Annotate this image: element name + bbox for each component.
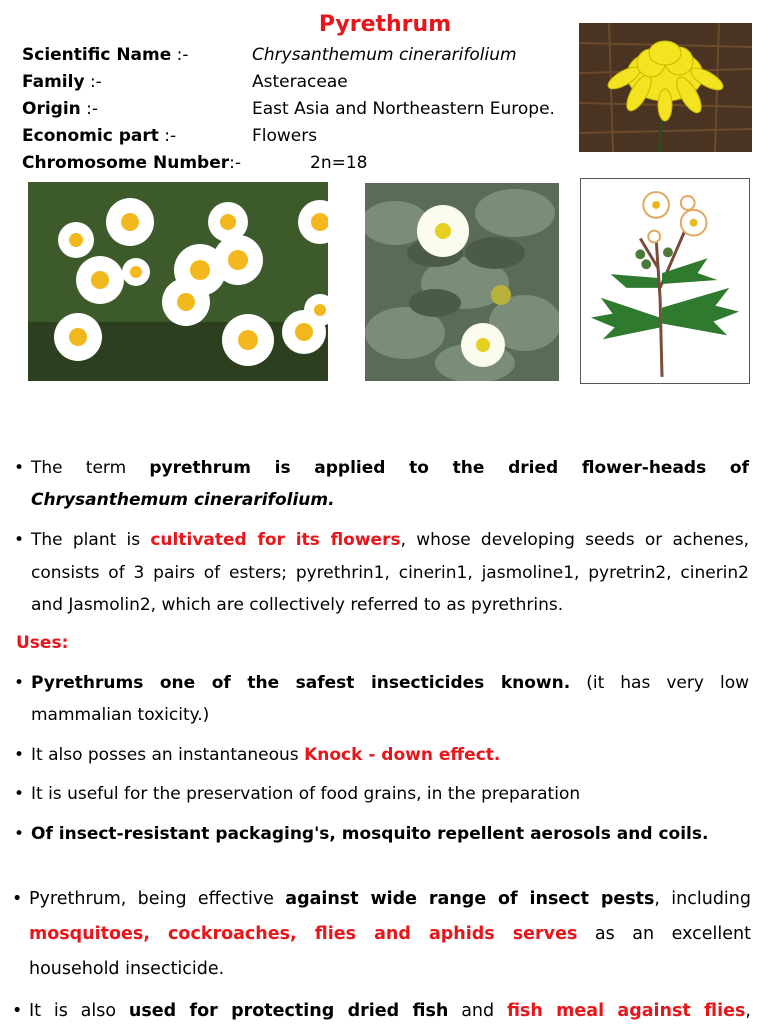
origin-row <box>22 96 98 123</box>
pyrethrum-plant-photo <box>365 183 559 381</box>
economic-part-row <box>22 123 176 150</box>
bullet-term-italic: Chrysanthemum cinerarifolium. <box>31 489 335 510</box>
uses-heading: Uses: <box>16 632 69 653</box>
bullet-safest-post: (it has very low mammalian toxicity.) <box>31 672 749 725</box>
yellow-chrysanthemum-photo <box>579 23 752 152</box>
family-row <box>22 69 102 96</box>
origin-sep: :- <box>80 99 99 119</box>
bullet-household-post: as an excellent household insecticide. <box>29 924 751 979</box>
bullet-term <box>14 452 749 485</box>
botanical-illustration <box>580 178 750 384</box>
bullet-term-pre: The term <box>31 458 150 478</box>
economic-part-sep: :- <box>158 126 177 146</box>
bullet-dried-fish-bold: used for protecting dried fish <box>128 1001 449 1021</box>
bullet-term-continuation <box>14 484 749 517</box>
bullet-household-mid: , including <box>654 889 751 909</box>
bullet-household-pre: Pyrethrum, being effective <box>29 889 286 909</box>
page-title: Pyrethrum <box>318 12 452 37</box>
household-section <box>12 882 751 1029</box>
bullet-safest-bold: Pyrethrums one of the safest insecticides known. <box>31 672 571 693</box>
description-section <box>14 452 749 850</box>
origin-value: East Asia and Northeastern Europe. <box>252 99 555 119</box>
bullet-cultivated-red: cultivated for its flowers <box>150 530 401 550</box>
bullet-cultivated-pre: The plant is <box>31 530 151 550</box>
bullet-dried-fish-pre: It is also <box>29 1001 129 1021</box>
chromosome-row <box>22 150 241 177</box>
scientific-name-label: Scientific Name <box>22 45 172 65</box>
family-sep: :- <box>84 72 102 92</box>
economic-part-label: Economic part <box>22 126 159 146</box>
bullet-safest <box>14 667 749 732</box>
economic-part-value: Flowers <box>252 126 318 146</box>
chromosome-value: 2n=18 <box>310 153 368 173</box>
family-label: Family <box>22 72 85 92</box>
bullet-household-red: mosquitoes, cockroaches, flies and aphids serves <box>29 924 578 944</box>
bullet-knockdown-pre: It also posses an instantaneous <box>31 744 305 765</box>
bullet-dried-fish-red: fish meal against flies <box>506 1001 746 1021</box>
chromosome-sep: :- <box>229 153 241 173</box>
bullet-knockdown-red: Knock - down effect. <box>304 744 501 765</box>
scientific-name-value: Chrysanthemum cinerarifolium <box>252 45 517 65</box>
family-value: Asteraceae <box>252 72 348 92</box>
bullet-household <box>12 882 751 987</box>
bullet-preservation <box>14 778 749 811</box>
bullet-cultivated <box>14 524 749 622</box>
bullet-dried-fish-post: , <box>745 1001 751 1021</box>
bullet-cultivated-post: , whose developing seeds or achenes, consists of 3 pairs of esters; pyrethrin1, cinerin1, jasmoline1, pyretrin2, cinerin2 and Jasmolin2, which are collectively referred to as pyrethrins. <box>31 530 749 615</box>
scientific-name-sep: :- <box>171 45 189 65</box>
bullet-term-bold: pyrethrum is applied to the dried flower-heads of <box>149 458 749 478</box>
chromosome-label: Chromosome Number <box>22 153 230 173</box>
bullet-preservation-text: It is useful for the preservation of food grains, in the preparation <box>31 784 581 804</box>
scientific-name-row <box>22 42 189 69</box>
bullet-knockdown <box>14 739 749 772</box>
bullet-dried-fish-mid: and <box>448 1001 507 1021</box>
bullet-packaging <box>14 818 749 851</box>
bullet-household-bold: against wide range of insect pests <box>285 889 655 909</box>
bullet-packaging-bold: Of insect-resistant packaging's, mosquito repellent aerosols and coils. <box>31 823 709 844</box>
origin-label: Origin <box>22 99 81 119</box>
white-daisies-photo <box>28 182 328 381</box>
